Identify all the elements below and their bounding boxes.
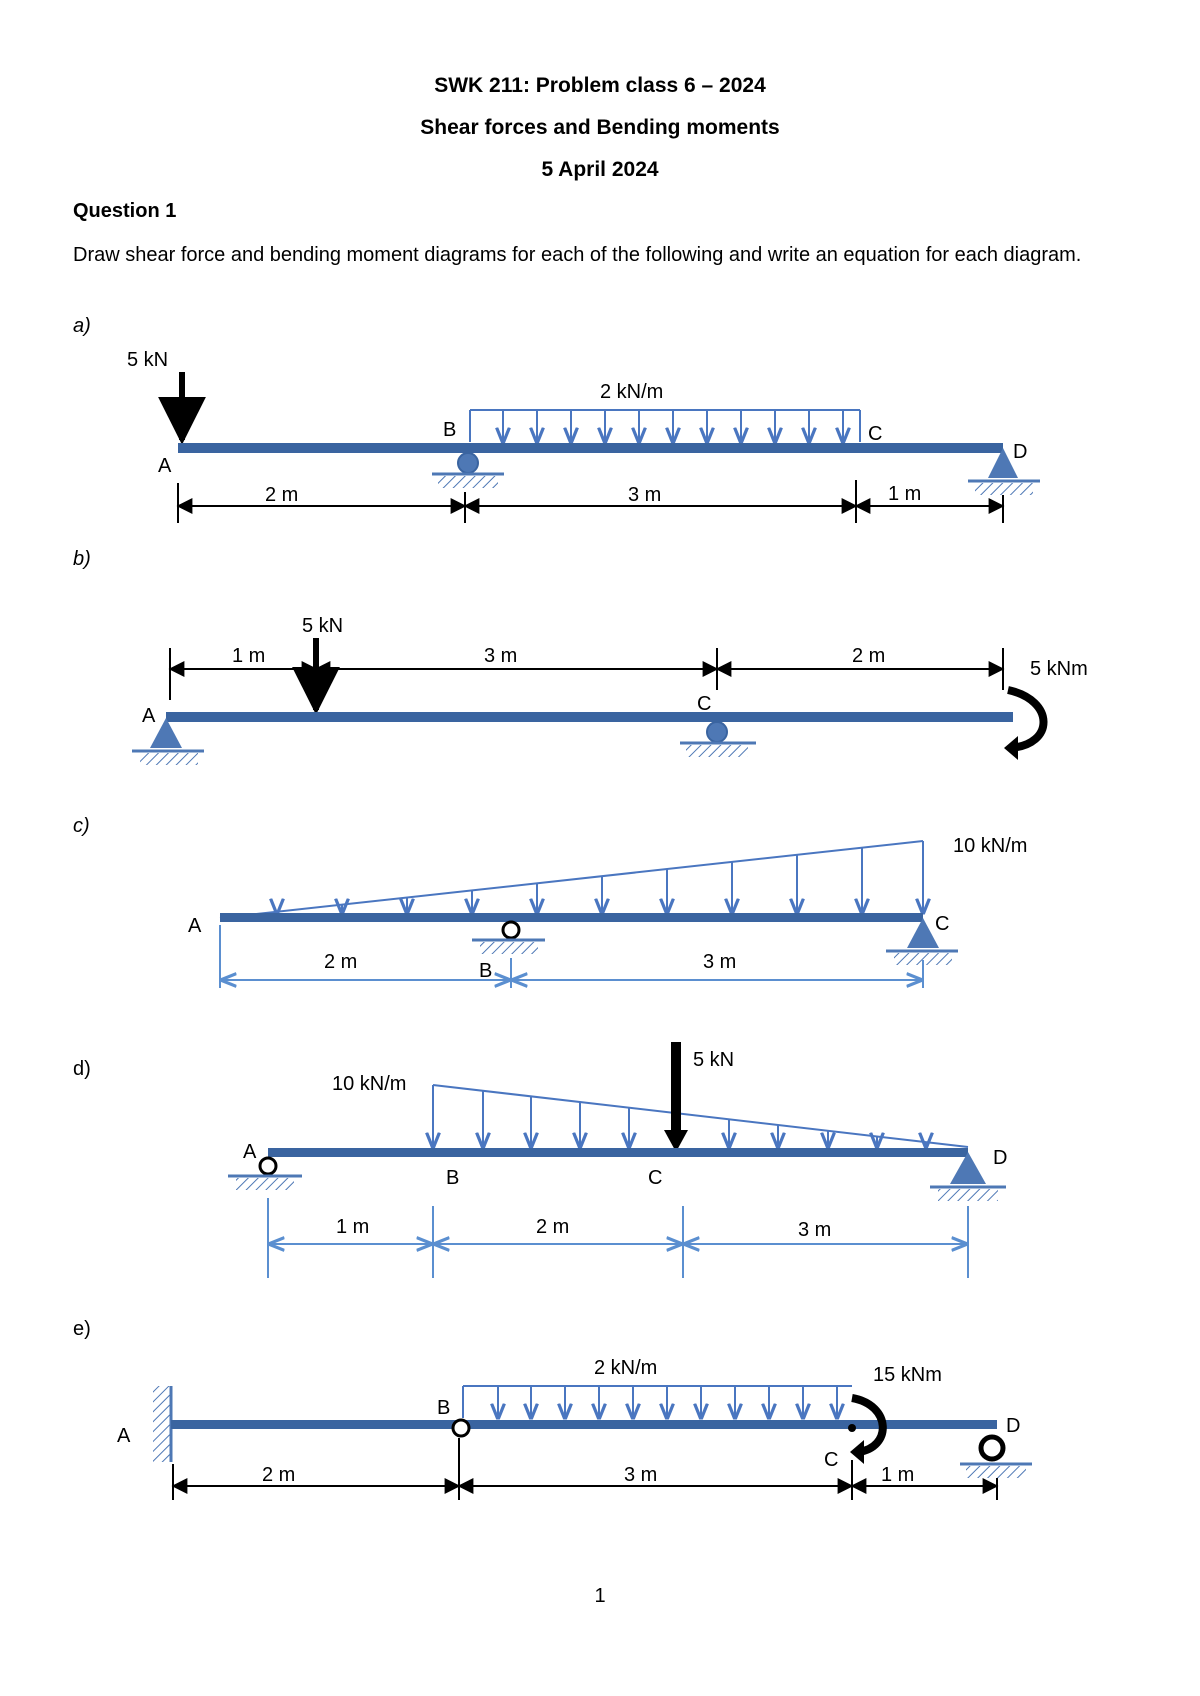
b-dim-1: 1 m — [232, 645, 266, 667]
e-beam — [171, 1420, 997, 1429]
b-dim-2: 3 m — [484, 645, 518, 667]
d-hinge-support-a — [260, 1158, 276, 1174]
problem-a-figure — [127, 349, 1040, 523]
a-node-a: A — [158, 455, 172, 477]
e-node-a: A — [117, 1425, 131, 1447]
d-dim-2: 2 m — [536, 1216, 570, 1238]
b-beam — [166, 712, 1013, 722]
a-point-load-label: 5 kN — [127, 349, 169, 371]
e-roller-support-d — [981, 1437, 1003, 1459]
c-load-label: 10 kN/m — [953, 835, 1028, 857]
d-triangular-load — [433, 1085, 968, 1147]
d-node-a: A — [243, 1141, 257, 1163]
problem-b-figure — [132, 615, 1088, 765]
e-dim-2: 3 m — [624, 1464, 658, 1486]
e-dim-1: 2 m — [262, 1464, 296, 1486]
e-udl — [463, 1386, 852, 1418]
problem-a-label: a) — [73, 315, 91, 337]
e-udl-label: 2 kN/m — [594, 1357, 658, 1379]
course-title: SWK 211: Problem class 6 – 2024 — [434, 74, 766, 97]
a-node-c: C — [868, 423, 883, 445]
d-point-load-label: 5 kN — [693, 1049, 735, 1071]
c-node-b: B — [479, 960, 493, 982]
date: 5 April 2024 — [541, 158, 659, 181]
question-title: Question 1 — [73, 200, 177, 222]
b-node-c: C — [697, 693, 712, 715]
c-node-a: A — [188, 915, 202, 937]
problem-c-label: c) — [73, 815, 90, 837]
a-node-d: D — [1013, 441, 1028, 463]
problem-e-label: e) — [73, 1318, 91, 1340]
c-beam — [220, 913, 923, 922]
e-dim-3: 1 m — [881, 1464, 915, 1486]
c-dim-1: 2 m — [324, 951, 358, 973]
e-node-b: B — [437, 1397, 451, 1419]
d-beam — [268, 1148, 968, 1157]
c-hinge-support-b — [503, 922, 519, 938]
a-dim-2: 3 m — [628, 484, 662, 506]
question-instruction: Draw shear force and bending moment diagrams for each of the following and write an equation for each diagram. — [73, 244, 1082, 266]
c-node-c: C — [935, 913, 950, 935]
e-moment-label: 15 kNm — [873, 1364, 942, 1386]
page-number: 1 — [594, 1585, 606, 1607]
e-node-d: D — [1006, 1415, 1021, 1437]
d-dim-1: 1 m — [336, 1216, 370, 1238]
a-dim-3: 1 m — [888, 483, 922, 505]
c-dim-2: 3 m — [703, 951, 737, 973]
a-node-b: B — [443, 419, 457, 441]
b-moment-arrow — [1008, 690, 1044, 748]
problem-b-label: b) — [73, 548, 91, 570]
d-load-label: 10 kN/m — [332, 1073, 407, 1095]
b-point-load-label: 5 kN — [302, 615, 344, 637]
topic-title: Shear forces and Bending moments — [420, 116, 780, 139]
d-node-d: D — [993, 1147, 1008, 1169]
d-node-c: C — [648, 1167, 663, 1189]
e-node-c: C — [824, 1449, 839, 1471]
problem-e-figure — [117, 1357, 1032, 1500]
b-moment-label: 5 kNm — [1030, 658, 1088, 680]
a-roller-support-b — [458, 453, 478, 473]
e-hinge-b — [453, 1420, 469, 1436]
problem-d-label: d) — [73, 1058, 91, 1080]
d-dim-3: 3 m — [798, 1219, 832, 1241]
a-udl — [470, 410, 860, 442]
b-roller-support-c — [707, 722, 727, 742]
problem-c-figure — [188, 835, 1027, 988]
a-dim-1: 2 m — [265, 484, 299, 506]
a-udl-label: 2 kN/m — [600, 381, 664, 403]
problem-d-figure — [228, 1042, 1007, 1278]
e-fixed-support-a — [153, 1386, 171, 1462]
b-dim-3: 2 m — [852, 645, 886, 667]
c-triangular-load — [220, 841, 923, 918]
d-node-b: B — [446, 1167, 460, 1189]
b-node-a: A — [142, 705, 156, 727]
